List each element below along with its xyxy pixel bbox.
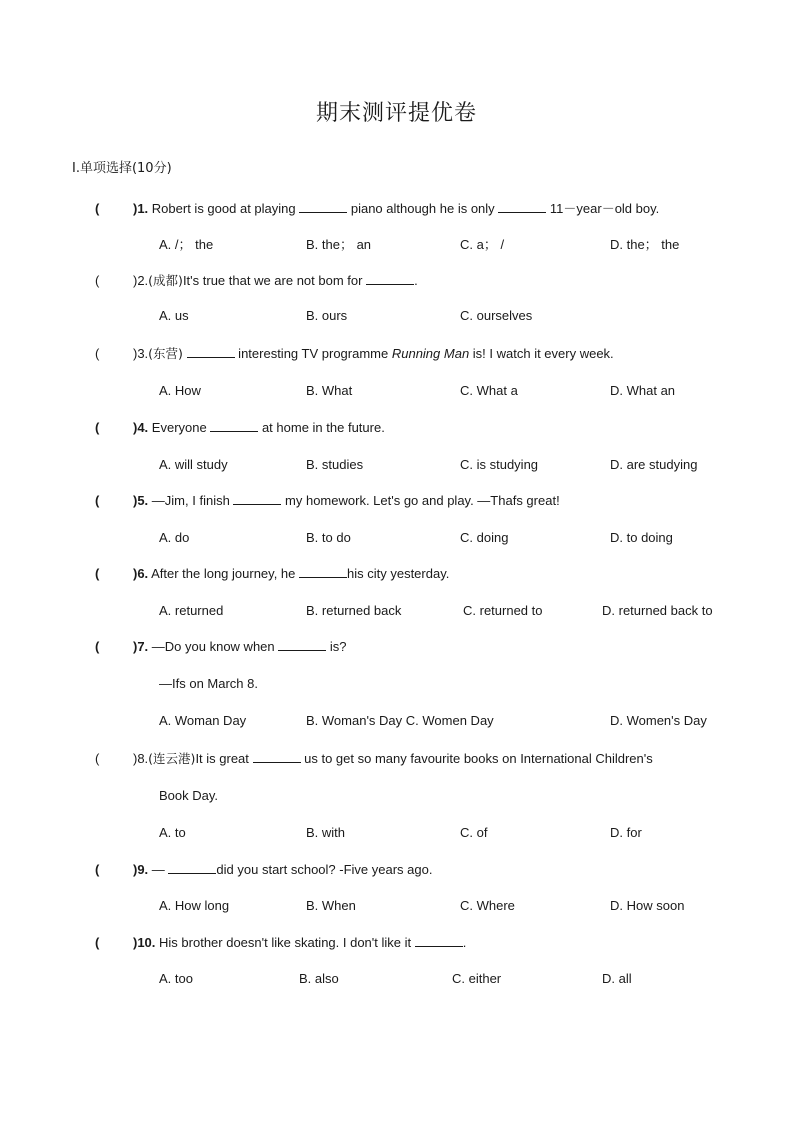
question-number: )10. [133,935,156,950]
answer-blank[interactable] [299,566,347,578]
option-d[interactable]: D. What an [610,383,676,398]
question-10 [95,935,466,950]
question-text: his city yesterday. [347,566,450,581]
question-text: at home in the future. [258,420,385,435]
question-text: —Jim, I finish [151,493,234,508]
option-a[interactable]: A. will study [159,457,228,472]
option-b[interactable]: B. returned back [306,603,402,618]
option-a[interactable]: A. too [159,971,193,986]
option-a[interactable]: A. How long [159,898,230,913]
question-text: After the long journey, he [151,566,299,581]
question-source: (成都) [148,273,183,288]
option-c[interactable]: C. ourselves [460,308,533,323]
answer-blank[interactable] [168,862,216,874]
option-c[interactable]: C. is studying [460,457,539,472]
option-c[interactable]: C. Where [460,898,515,913]
answer-blank[interactable] [366,273,414,285]
option-c[interactable]: C. either [452,971,502,986]
option-b[interactable]: B. the； an [306,237,372,252]
question-number: )3. [133,346,149,361]
question-9 [95,862,432,877]
option-c[interactable]: C. returned to [463,603,543,618]
answer-paren[interactable]: ( [95,935,100,950]
question-source: (东营) [148,346,183,361]
question-number: )6. [133,566,149,581]
option-b-c[interactable]: B. Woman's Day C. Women Day [306,713,494,728]
option-a[interactable]: A. How [159,383,201,398]
question-text: interesting TV programme [234,346,392,361]
answer-blank[interactable] [253,751,301,763]
answer-blank[interactable] [233,493,281,505]
question-5 [95,493,560,508]
programme-title: Running Man [391,346,470,361]
question-1 [95,198,659,217]
question-text: is? [326,639,347,654]
question-number: )7. [133,639,149,654]
option-b[interactable]: B. studies [306,457,364,472]
option-a[interactable]: A. us [159,308,189,323]
question-text: — [151,862,169,877]
option-c[interactable]: C. What a [460,383,518,398]
option-a[interactable]: A. to [159,825,186,840]
question-number: )4. [133,420,149,435]
option-b[interactable]: B. also [299,971,339,986]
answer-paren[interactable]: ( [95,862,100,877]
option-d[interactable]: D. all [602,971,632,986]
question-text: my homework. Let's go and play. —Thafs great! [281,493,560,508]
question-text: . [414,273,418,288]
option-b[interactable]: B. to do [306,530,351,545]
answer-paren[interactable]: ( [95,566,100,581]
option-a[interactable]: A. do [159,530,190,545]
question-number: )5. [133,493,149,508]
option-d[interactable]: D. for [610,825,642,840]
question-text: Robert is good at playing [151,201,300,216]
answer-blank[interactable] [278,639,326,651]
question-text: is! I watch it every week. [469,346,614,361]
answer-blank[interactable] [210,420,258,432]
answer-paren[interactable]: ( [95,346,100,361]
page-title: 期末测评提优卷 [315,101,477,126]
option-b[interactable]: B. ours [306,308,348,323]
option-d[interactable]: D. are studying [610,457,698,472]
option-a[interactable]: A. /； the [159,237,214,252]
option-a[interactable]: A. returned [159,603,224,618]
option-d[interactable]: D. returned back to [602,603,713,618]
option-a[interactable]: A. Woman Day [159,713,247,728]
question-2 [95,271,418,289]
option-b[interactable]: B. with [306,825,346,840]
answer-blank[interactable] [187,346,235,358]
question-text: His brother doesn't like skating. I don't like it [159,935,415,950]
answer-blank[interactable] [299,201,347,213]
question-source: (连云港) [148,751,196,766]
answer-paren[interactable]: ( [95,201,100,216]
question-4 [95,420,385,435]
question-text: —Do you know when [151,639,279,654]
question-continuation: —Ifs on March 8. [159,676,258,691]
question-7 [95,639,346,654]
question-text: did you start school? -Five years ago. [216,862,433,877]
question-8 [95,749,653,767]
option-d[interactable]: D. to doing [610,530,673,545]
question-6 [95,566,449,581]
question-text: It's true that we are not bom for [182,273,367,288]
option-b[interactable]: B. What [306,383,353,398]
question-3 [95,344,614,362]
option-c[interactable]: C. of [460,825,488,840]
answer-paren[interactable]: ( [95,639,100,654]
question-text: Everyone [151,420,211,435]
question-text: us to get so many favourite books on International Children's [300,751,653,766]
answer-paren[interactable]: ( [95,493,100,508]
option-c[interactable]: C. a； / [460,237,505,252]
answer-paren[interactable]: ( [95,751,100,766]
answer-paren[interactable]: ( [95,420,100,435]
answer-blank[interactable] [498,201,546,213]
question-continuation: Book Day. [159,788,219,803]
option-d[interactable]: D. How soon [610,898,685,913]
question-number: )9. [133,862,149,877]
option-b[interactable]: B. When [306,898,356,913]
question-text: 11－year－old boy. [546,201,660,216]
option-d[interactable]: D. the； the [610,237,680,252]
question-text: piano although he is only [347,201,499,216]
section-heading: Ⅰ.单项选择(10分) [72,161,172,176]
question-text: It is great [195,751,253,766]
answer-paren[interactable]: ( [95,273,100,288]
option-c[interactable]: C. doing [460,530,509,545]
answer-blank[interactable] [415,935,463,947]
question-number: )1. [133,201,149,216]
question-number: )2. [133,273,149,288]
question-text: . [462,935,467,950]
option-d[interactable]: D. Women's Day [610,713,707,728]
question-number: )8. [133,751,149,766]
